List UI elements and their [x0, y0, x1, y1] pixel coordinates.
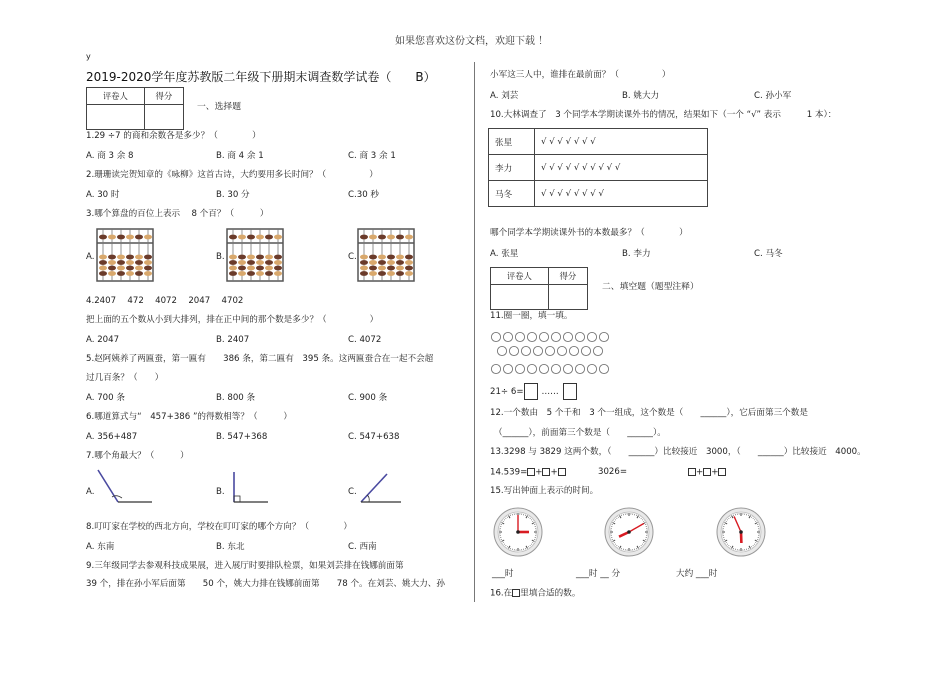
q16-text	[490, 589, 580, 599]
q12-text-2: （______），前面第三个数是（ ______）。	[494, 428, 666, 438]
q8-text: 8.叮叮家在学校的西北方向，学校在叮叮家的哪个方向？（ ）	[86, 522, 353, 532]
q5-text-2: 过几百条？（ ）	[86, 373, 164, 383]
book-marks: √ √ √ √ √ √ √ √	[535, 181, 708, 207]
answer-box[interactable]	[718, 468, 726, 476]
q3-text: 3.哪个算盘的百位上表示 8 个百？（ ）	[86, 209, 269, 219]
q4-option-c: C. 4072	[348, 335, 382, 345]
table-row	[489, 129, 708, 155]
exam-title-main: 2019-2020学年度苏教版二年级下册期末调查数学试卷（	[86, 70, 392, 84]
q14-part2-line	[598, 468, 627, 478]
plus-sign: +	[711, 467, 719, 478]
q9-option-c: C. 孙小军	[754, 91, 792, 101]
q3-option-c: C.	[348, 252, 357, 262]
score-cell	[548, 285, 587, 310]
stray-char: y	[86, 52, 91, 61]
reviewer-label: 评卷人	[87, 88, 145, 105]
score-label: 得分	[548, 268, 587, 285]
q1-option-b: B. 商 4 余 1	[216, 151, 264, 161]
q4-text: 把上面的五个数从小到大排列，排在正中间的那个数是多少？（ ）	[86, 315, 379, 325]
q11-text: 11.圈一圈，填一填。	[490, 311, 573, 321]
q15-text: 15.写出钟面上表示的时间。	[490, 486, 599, 496]
book-marks: √ √ √ √ √ √ √ √ √ √	[535, 155, 708, 181]
plus-sign: +	[550, 467, 558, 478]
score-table-1	[86, 87, 184, 130]
q9-text-2: 39 个，排在孙小军后面第 50 个，姚大力排在钱娜前面第 78 个。在刘芸、姚大力、孙	[86, 579, 445, 589]
clock-2-image	[604, 507, 654, 557]
q6-text: 6.哪道算式与“ 457+386 ”的得数相等？（ ）	[86, 412, 292, 422]
q9-text: 9.三年级同学去参观科技成果展，进入展厅时要排队检票，如果刘芸排在钱娜前面第	[86, 561, 404, 571]
answer-box[interactable]	[558, 468, 566, 476]
q9-option-a: A. 刘芸	[490, 91, 519, 101]
page-header: 如果您喜欢这份文档，欢迎下载 ！	[395, 36, 549, 47]
q11-equation	[490, 383, 577, 400]
q6-option-b: B. 547+368	[216, 432, 268, 442]
equation-label: 21÷ 6=	[490, 387, 524, 397]
q6-option-c: C. 547+638	[348, 432, 400, 442]
q1-option-c: C. 商 3 余 1	[348, 151, 396, 161]
q9-option-b: B. 姚大力	[622, 91, 660, 101]
q2-option-b: B. 30 分	[216, 190, 250, 200]
student-name: 马冬	[489, 181, 535, 207]
reviewer-cell	[87, 105, 145, 130]
abacus-c-image	[357, 228, 417, 284]
q14-part2-boxes	[688, 468, 726, 478]
clock-2-answer: ___时 __ 分	[576, 569, 621, 579]
plus-sign: +	[535, 467, 543, 478]
reviewer-label: 评卷人	[491, 268, 549, 285]
q7-option-a: A.	[86, 487, 95, 497]
clock-1-image	[493, 507, 543, 557]
q14-part1: 14.539=	[490, 467, 528, 478]
books-table	[488, 128, 708, 207]
q1-option-a: A. 商 3 余 8	[86, 151, 134, 161]
q10-option-b: B. 李力	[622, 249, 651, 259]
angle-c-image	[357, 468, 407, 508]
section2-label: 二、填空题（题型注释）	[602, 282, 699, 292]
angle-a-image	[96, 468, 156, 508]
q3-option-a: A.	[86, 252, 95, 262]
reviewer-cell	[491, 285, 549, 310]
student-name: 张星	[489, 129, 535, 155]
q16-text-b: 里填合适的数。	[520, 588, 581, 599]
clock-3-answer: 大约 ___时	[676, 569, 718, 579]
q5-option-a: A. 700 条	[86, 393, 125, 403]
q5-option-c: C. 900 条	[348, 393, 388, 403]
answer-box[interactable]	[688, 468, 696, 476]
remainder-dots: ……	[541, 387, 559, 397]
score-table-2	[490, 267, 588, 310]
section1-label: 一、选择题	[197, 102, 241, 112]
q10-option-a: A. 张星	[490, 249, 519, 259]
q2-text: 2.珊珊读完贺知章的《咏柳》这首古诗，大约要用多长时间？（ ）	[86, 170, 378, 180]
q14-part2: 3026=	[598, 467, 628, 477]
q8-option-b: B. 东北	[216, 542, 245, 552]
score-cell	[144, 105, 183, 130]
q4-numbers: 4.2407 472 4072 2047 4702	[86, 296, 244, 306]
clock-1-answer: ___时	[492, 569, 514, 579]
q6-option-a: A. 356+487	[86, 432, 138, 442]
q10-question: 哪个同学本学期读课外书的本数最多？（ ）	[490, 228, 688, 238]
q5-option-b: B. 800 条	[216, 393, 256, 403]
q14-line	[490, 468, 566, 478]
score-label: 得分	[144, 88, 183, 105]
q10-option-c: C. 马冬	[754, 249, 783, 259]
abacus-b-image	[226, 228, 286, 284]
q9-text-3: 小军这三人中，谁排在最前面？（ ）	[490, 70, 671, 80]
exam-title-suffix: B）	[415, 70, 436, 84]
q10-text: 10.大林调查了 3 个同学本学期读课外书的情况，结果如下（一个 “√” 表示 1 本）：	[490, 110, 837, 120]
q4-option-a: A. 2047	[86, 335, 120, 345]
plus-sign: +	[696, 467, 704, 478]
q7-text: 7.哪个角最大？（ ）	[86, 451, 189, 461]
angle-b-image	[226, 468, 272, 508]
remainder-box[interactable]	[563, 383, 577, 400]
answer-box[interactable]	[703, 468, 711, 476]
clock-3-image	[716, 507, 766, 557]
table-row	[489, 155, 708, 181]
q7-option-c: C.	[348, 487, 357, 497]
circles-image	[490, 328, 616, 376]
q3-option-b: B.	[216, 252, 225, 262]
q1-text: 1.29 ÷7 的商和余数各是多少？（ ）	[86, 131, 261, 141]
q8-option-c: C. 西南	[348, 542, 377, 552]
quotient-box[interactable]	[524, 383, 538, 400]
q16-text-a: 16.在	[490, 588, 513, 599]
exam-title	[86, 71, 436, 85]
q12-text: 12.一个数由 5 个千和 3 个一组成，这个数是（ ______），它后面第三个数是	[490, 408, 808, 418]
q2-option-c: C.30 秒	[348, 190, 379, 200]
column-divider	[474, 62, 475, 602]
q2-option-a: A. 30 时	[86, 190, 120, 200]
table-row	[489, 181, 708, 207]
q13-text: 13.3298 与 3829 这两个数，（ ______）比较接近 3000，（ ______）比较接近 4000。	[490, 447, 866, 457]
book-marks: √ √ √ √ √ √ √	[535, 129, 708, 155]
abacus-a-image	[96, 228, 156, 284]
q8-option-a: A. 东南	[86, 542, 115, 552]
q4-option-b: B. 2407	[216, 335, 250, 345]
student-name: 李力	[489, 155, 535, 181]
q7-option-b: B.	[216, 487, 225, 497]
q5-text: 5.赵阿姨养了两匾蚕，第一匾有 386 条，第二匾有 395 条。这两匾蚕合在一起不会超	[86, 354, 434, 364]
